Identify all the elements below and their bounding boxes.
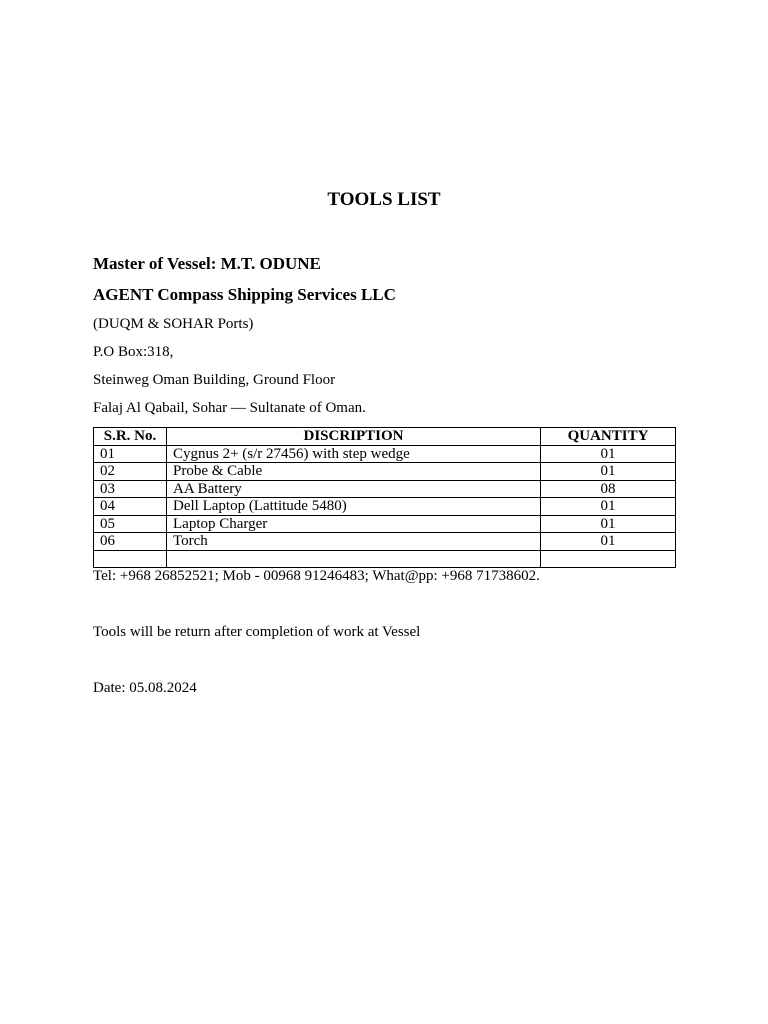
return-note: Tools will be return after completion of work at Vessel — [93, 624, 421, 640]
table-row-empty — [94, 550, 676, 568]
column-header-quantity: QUANTITY — [541, 428, 676, 446]
row-description: AA Battery — [167, 480, 541, 498]
table-row — [94, 533, 676, 551]
table-row — [94, 463, 676, 481]
table-row — [94, 480, 676, 498]
table-row — [94, 515, 676, 533]
contact-line: Tel: +968 26852521; Mob - 00968 91246483; What@pp: +968 71738602. — [93, 568, 540, 584]
row-sr — [94, 550, 167, 568]
building-line: Steinweg Oman Building, Ground Floor — [93, 372, 336, 388]
location-line: Falaj Al Qabail, Sohar — Sultanate of Oman. — [93, 400, 366, 416]
table-header-row — [94, 428, 676, 446]
row-description: Torch — [167, 533, 541, 551]
row-sr: 03 — [94, 480, 167, 498]
row-sr: 01 — [94, 445, 167, 463]
row-description: Dell Laptop (Lattitude 5480) — [167, 498, 541, 516]
row-quantity: 01 — [541, 533, 676, 551]
row-quantity: 01 — [541, 498, 676, 516]
row-description: Laptop Charger — [167, 515, 541, 533]
row-quantity: 08 — [541, 480, 676, 498]
column-header-sr: S.R. No. — [94, 428, 167, 446]
column-header-description: DISCRIPTION — [167, 428, 541, 446]
po-box-line: P.O Box:318, — [93, 344, 174, 360]
row-quantity: 01 — [541, 515, 676, 533]
row-description: Cygnus 2+ (s/r 27456) with step wedge — [167, 445, 541, 463]
table-row — [94, 445, 676, 463]
agent-name: AGENT Compass Shipping Services LLC — [93, 285, 396, 304]
row-sr: 02 — [94, 463, 167, 481]
row-quantity — [541, 550, 676, 568]
row-quantity: 01 — [541, 463, 676, 481]
table-row — [94, 498, 676, 516]
row-sr: 04 — [94, 498, 167, 516]
row-description: Probe & Cable — [167, 463, 541, 481]
master-of-vessel: Master of Vessel: M.T. ODUNE — [93, 254, 321, 273]
row-sr: 05 — [94, 515, 167, 533]
row-quantity: 01 — [541, 445, 676, 463]
row-sr: 06 — [94, 533, 167, 551]
row-description — [167, 550, 541, 568]
ports-line: (DUQM & SOHAR Ports) — [93, 316, 254, 332]
document-date: Date: 05.08.2024 — [93, 680, 197, 696]
document-title: TOOLS LIST — [327, 189, 441, 210]
tools-table — [93, 427, 676, 568]
